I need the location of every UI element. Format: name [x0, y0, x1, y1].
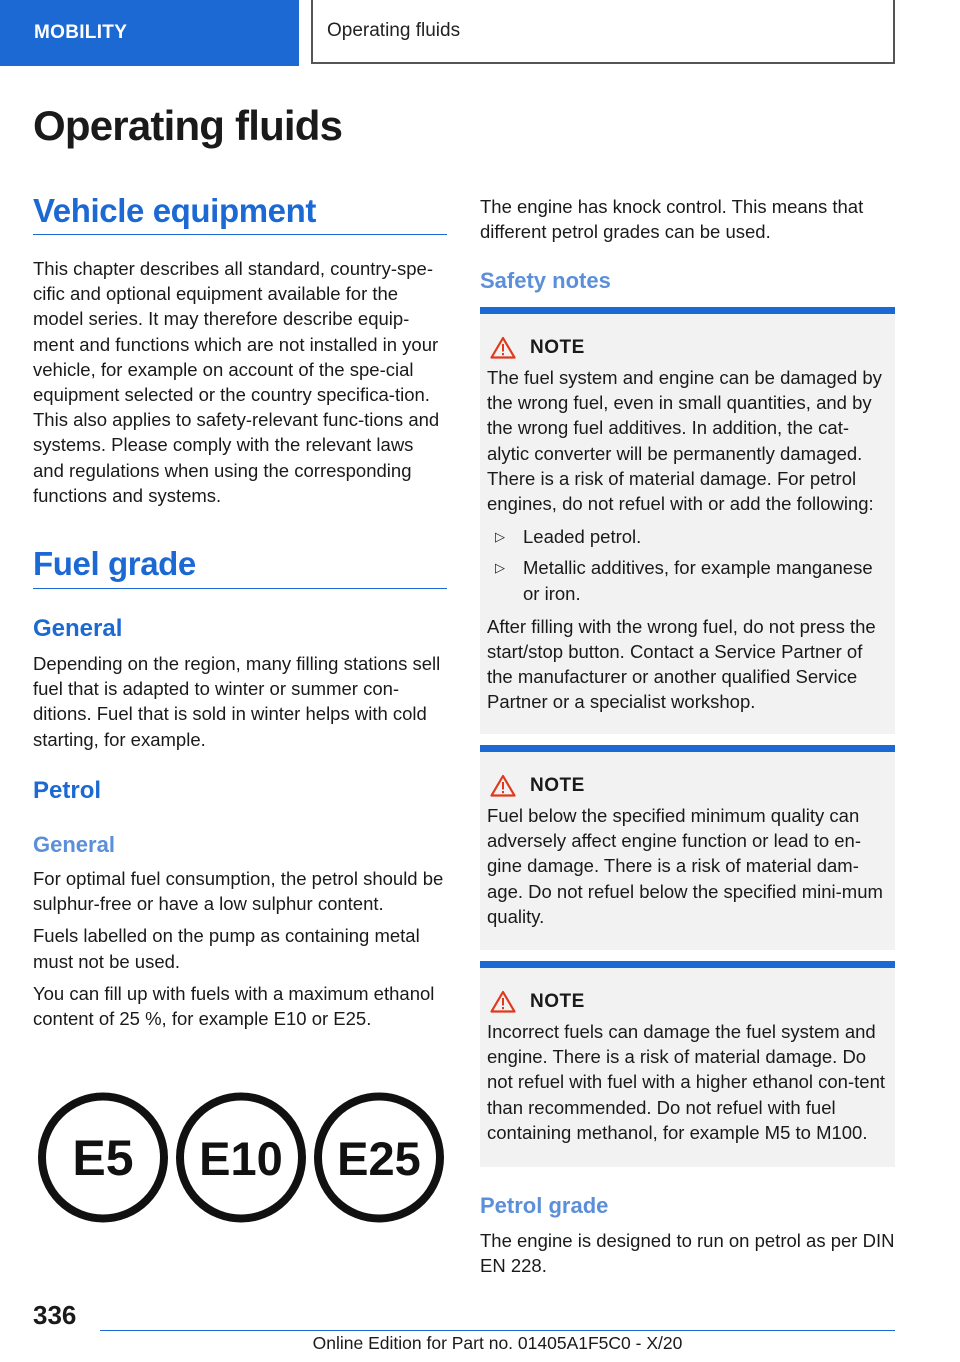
footer-edition-text: Online Edition for Part no. 01405A1F5C0 - X/20 — [312, 1333, 683, 1353]
note-bullet-list — [487, 524, 887, 606]
badge-e25 — [318, 1097, 440, 1219]
section-tab — [0, 0, 299, 66]
knock-control-text: The engine has knock control. This means that different petrol grades can be used. — [480, 196, 864, 243]
note-after-text: After filling with the wrong fuel, do not press the start/stop button. Contact a Service Partner of the manufacturer or another qualified Service Partner or a specialist workshop. — [487, 615, 876, 713]
note-text: Incorrect fuels can damage the fuel system and engine. There is a risk of material damage. Do not refuel with fuel with a higher ethanol con-tent than recommended. Do not refuel with fuel containing methanol, for example M5 to M100. — [487, 1021, 885, 1143]
heading-fuel-grade: Fuel grade — [33, 545, 196, 582]
list-item: ▷ Metallic additives, for example manganese or iron. — [487, 555, 887, 605]
note-title: NOTE — [530, 990, 585, 1012]
petrol-grade-text: The engine is designed to run on petrol as per DIN EN 228. — [480, 1230, 895, 1277]
heading-petrol-general: General — [33, 832, 115, 857]
chapter-label: Operating fluids — [327, 20, 461, 41]
note-title: NOTE — [530, 774, 585, 796]
badge-e10-label: E10 — [199, 1132, 283, 1185]
heading-safety-notes: Safety notes — [480, 268, 611, 293]
page-number: 336 — [33, 1300, 77, 1330]
list-item: ▷ Leaded petrol. — [487, 524, 887, 549]
note-title: NOTE — [530, 336, 585, 358]
petrol-text-2: Fuels labelled on the pump as containing metal must not be used. — [33, 925, 420, 972]
petrol-text-1: For optimal fuel consumption, the petrol should be sulphur-free or have a low sulphur content. — [33, 868, 444, 915]
warning-icon — [490, 990, 516, 1013]
warning-icon — [490, 774, 516, 797]
triangle-bullet-icon: ▷ — [495, 529, 505, 545]
heading-petrol: Petrol — [33, 777, 102, 804]
badge-e10 — [180, 1097, 302, 1219]
general-text: Depending on the region, many filling stations sell fuel that is adapted to winter or summer con-ditions. Fuel that is sold in winter helps with cold starting, for example. — [33, 653, 441, 750]
warning-icon — [490, 336, 516, 359]
heading-rule — [33, 234, 447, 235]
heading-rule — [33, 588, 447, 589]
vehicle-equipment-text: This chapter describes all standard, country-spe-cific and optional equipment available for the model series. It may therefore describe equip-ment and functions which are not installed in your vehicle, for example on account of the spe-cial equipment selected or the country specifica-tion. This also applies to safety-relevant func-tions and systems. Please comply with the relevant laws and regulations when using the corresponding functions and systems. — [33, 258, 440, 506]
note-box-3 — [480, 961, 895, 1167]
note-box-2 — [480, 745, 895, 950]
page-title: Operating fluids — [33, 102, 343, 149]
heading-petrol-grade: Petrol grade — [480, 1193, 609, 1218]
badge-e5 — [42, 1097, 164, 1219]
chapter-tab — [311, 0, 895, 64]
note-text: The fuel system and engine can be damaged by the wrong fuel, even in small quantities, and by the wrong fuel additives. In addition, the cat-alytic converter will be permanently damaged. There is a risk of material damage. For petrol engines, do not refuel with or add the following: — [487, 367, 882, 515]
heading-vehicle-equipment: Vehicle equipment — [33, 192, 316, 229]
badge-e5-label: E5 — [72, 1130, 134, 1186]
triangle-bullet-icon: ▷ — [495, 560, 505, 576]
heading-general: General — [33, 615, 123, 642]
footer-rule — [100, 1330, 895, 1331]
badge-e25-label: E25 — [337, 1132, 421, 1185]
note-text: Fuel below the specified minimum quality can adversely affect engine function or lead to en-gine damage. There is a risk of material dam-age. Do not refuel below the specified mini-mum quality. — [487, 805, 883, 927]
petrol-text-3: You can fill up with fuels with a maximum ethanol content of 25 %, for example E10 or E25. — [33, 982, 435, 1030]
note-box-1 — [480, 307, 895, 734]
fuel-grade-badges — [36, 1091, 446, 1224]
section-label: MOBILITY — [34, 22, 128, 43]
